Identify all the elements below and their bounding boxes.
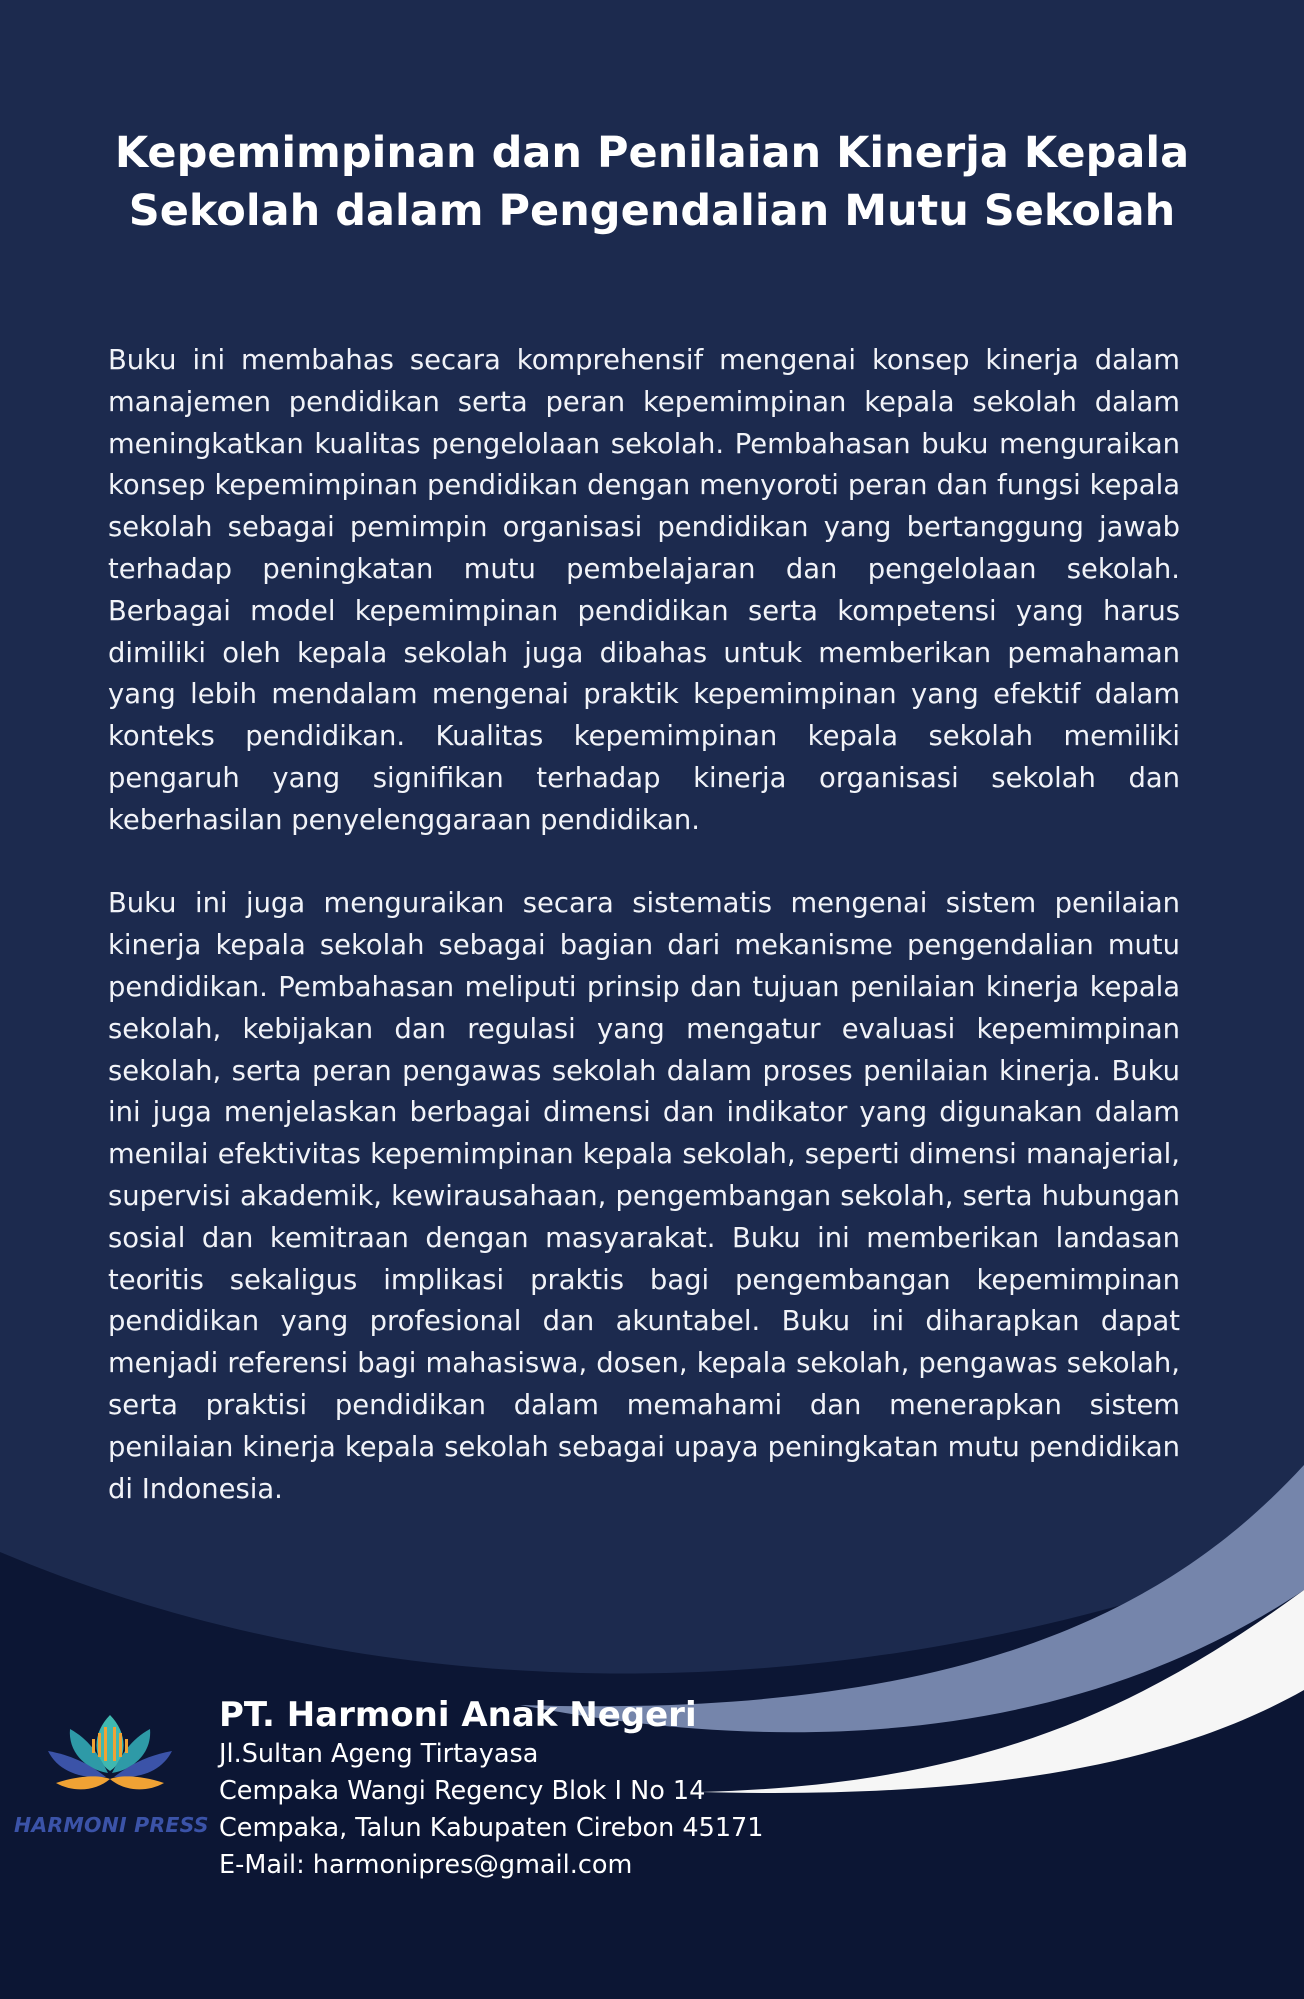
logo-wordmark: HARMONI PRESS	[14, 1813, 209, 1837]
publisher-name: PT. Harmoni Anak Negeri	[219, 1695, 697, 1735]
lotus-soundwave-icon	[40, 1705, 180, 1805]
book-title-line-1: Kepemimpinan dan Penilaian Kinerja Kepala	[114, 128, 1190, 178]
book-title	[90, 124, 1214, 240]
address-line: Cempaka, Talun Kabupaten Cirebon 45171	[219, 1813, 764, 1843]
address-line: Jl.Sultan Ageng Tirtayasa	[219, 1739, 539, 1769]
synopsis-paragraph-2: Buku ini juga menguraikan secara sistematis mengenai sistem penilaian kinerja kepala sekolah sebagai bagian dari mekanisme pengendalian mutu pendidikan. Pembahasan meliputi prinsip dan tujuan penilaian kinerja kepala sekolah, kebijakan dan regulasi yang mengatur evaluasi kepemimpinan sekolah, serta peran pengawas sekolah dalam proses penilaian kinerja. Buku ini juga menjelaskan berbagai dimensi dan indikator yang digunakan dalam menilai efektivitas kepemimpinan kepala sekolah, seperti dimensi manajerial, supervisi akademik, kewirausahaan, pengembangan sekolah, serta hubungan sosial dan kemitraan dengan masyarakat. Buku ini memberikan landasan teoritis sekaligus implikasi praktis bagi pengembangan kepemimpinan pendidikan yang profesional dan akuntabel. Buku ini diharapkan dapat menjadi referensi bagi mahasiswa, dosen, kepala sekolah, pengawas sekolah, serta praktisi pendidikan dalam memahami dan menerapkan sistem penilaian kinerja kepala sekolah sebagai upaya peningkatan mutu pendidikan di Indonesia.	[108, 888, 1180, 1505]
synopsis-paragraph-1: Buku ini membahas secara komprehensif mengenai konsep kinerja dalam manajemen pendidikan serta peran kepemimpinan kepala sekolah dalam meningkatkan kualitas pengelolaan sekolah. Pembahasan buku menguraikan konsep kepemimpinan pendidikan dengan menyoroti peran dan fungsi kepala sekolah sebagai pemimpin organisasi pendidikan yang bertanggung jawab terhadap peningkatan mutu pembelajaran dan pengelolaan sekolah. Berbagai model kepemimpinan pendidikan serta kompetensi yang harus dimiliki oleh kepala sekolah juga dibahas untuk memberikan pemahaman yang lebih mendalam mengenai praktik kepemimpinan yang efektif dalam konteks pendidikan. Kualitas kepemimpinan kepala sekolah memiliki pengaruh yang signifikan terhadap kinerja organisasi sekolah dan keberhasilan penyelenggaraan pendidikan.	[108, 345, 1180, 836]
synopsis	[108, 340, 1180, 1552]
publisher-logo	[10, 1705, 210, 1835]
book-title-line-2: Sekolah dalam Pengendalian Mutu Sekolah	[128, 186, 1176, 236]
email-line: E-Mail: harmonipres@gmail.com	[219, 1850, 633, 1880]
address-line: Cempaka Wangi Regency Blok I No 14	[219, 1776, 706, 1806]
publisher-address	[219, 1736, 764, 1884]
publisher-footer	[10, 1690, 910, 1890]
